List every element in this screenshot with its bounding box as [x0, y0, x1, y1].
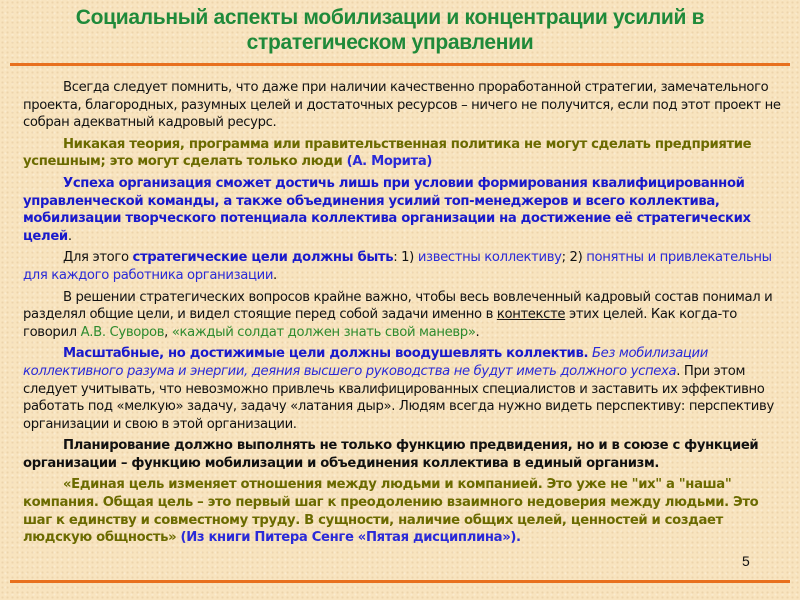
suvorov-quote: «каждый солдат должен знать свой маневр»	[171, 324, 476, 340]
paragraph-1	[23, 79, 783, 132]
paragraph-4-sep1: : 1)	[393, 250, 418, 266]
bottom-divider	[10, 580, 790, 583]
paragraph-3-text: Успеха организация сможет достичь лишь при условии формирования квалифицированной управленческой команды, а также объединения усилий топ-менеджеров и всего коллектива, мобилизации творческого потенциала коллектива организации на достижение её стратегических целей	[23, 175, 751, 244]
slide-body	[23, 79, 783, 551]
paragraph-6-italic: Без мобилизации коллективного разума и энергии, деяния высшего руководства не будут иметь должного успеха	[23, 346, 708, 379]
paragraph-3-end: .	[67, 228, 72, 244]
strategic-goals-phrase: стратегические цели должны быть	[132, 250, 394, 266]
paragraph-7-text: Планирование должно выполнять не только функцию предвидения, но и в союзе с функцией организации – функцию мобилизации и объединения коллектива в единый организм.	[23, 438, 759, 471]
paragraph-4-end: .	[273, 267, 277, 283]
paragraph-5-text-2: этих целей. Как когда-то говорил	[23, 307, 737, 340]
paragraph-1-text: Всегда следует помнить, что даже при наличии качественно проработанной стратегии, замечательного проекта, благородных, разумных целей и достаточных ресурсов – ничего не получится, если под этот проект не собран адекватный кадровый ресурс.	[23, 80, 781, 131]
paragraph-4	[23, 249, 783, 284]
paragraph-2-text: Никакая теория, программа или правительственная политика не могут сделать предприятие успешным; это могут сделать только люди	[23, 136, 752, 170]
senge-source: (Из книги Питера Сенге «Пятая дисциплина»).	[176, 530, 521, 546]
paragraph-6-text: . При этом следует учитывать, что невозможно привлечь квалифицированных специалистов и заставить их эффективно работать под «мелкую» задачу, задачу «латания дыр». Людям всегда нужно видеть перспективу: перспективу организации и свою в этой организации.	[23, 363, 774, 432]
suvorov-name: А.В. Суворов	[80, 324, 165, 340]
page-number: 5	[742, 553, 750, 569]
senge-quote: «Единая цель изменяет отношения между людьми и компанией. Это уже не "их" а "наша" компания. Общая цель – это первый шаг к преодолению взаимного недоверия между людьми. Это шаг к единству и совместному труду. В сущности, наличие общих целей, ценностей и создает людскую общность»	[23, 477, 759, 546]
paragraph-5-text: В решении стратегических вопросов крайне важно, чтобы весь вовлеченный кадровый состав понимал и разделял общие цели, и видел стоящие перед собой задачи именно в	[23, 289, 773, 323]
paragraph-6-lead: Масштабные, но достижимые цели должны воодушевлять коллектив.	[63, 346, 589, 362]
paragraph-4-sep2: ; 2)	[561, 250, 587, 266]
paragraph-3	[23, 175, 783, 245]
clear-and-attractive: понятны и привлекательны для каждого работника организации	[23, 250, 772, 283]
known-to-team: известны коллективу	[417, 250, 562, 266]
paragraph-4-lead: Для этого	[63, 250, 133, 266]
paragraph-5	[23, 289, 783, 342]
page-title: Социальный аспекты мобилизации и концентрации усилий в стратегическом управлении	[75, 6, 705, 54]
paragraph-6	[23, 345, 783, 433]
context-word: контексте	[496, 307, 566, 323]
paragraph-7	[23, 437, 783, 472]
paragraph-2	[23, 136, 783, 171]
paragraph-5-comma: ,	[164, 324, 172, 340]
paragraph-8	[23, 476, 783, 546]
paragraph-5-end: .	[475, 324, 480, 340]
top-divider	[10, 63, 790, 66]
quote-author: (А. Морита)	[346, 154, 433, 170]
